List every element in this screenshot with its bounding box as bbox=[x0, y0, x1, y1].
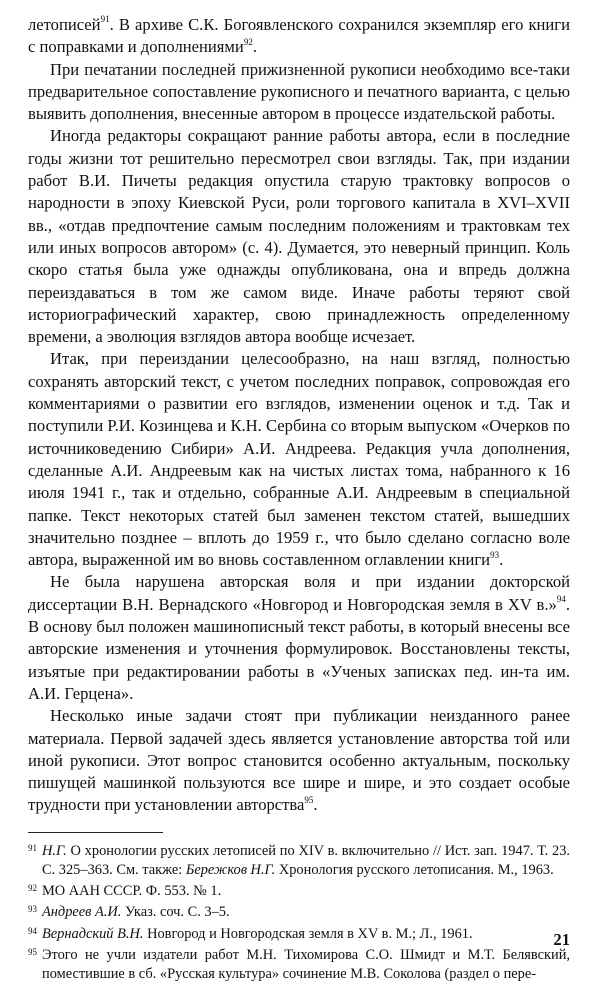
footnote-reference: 93 bbox=[490, 549, 500, 560]
text-segment: Иногда редакторы сокращают ранние работы автора, если в последние годы жизни тот решительно пересмотрел свои взгляды. Так, при издании работ В.И. Пичеты редакция опустила старую трактовку вопросов о народности в эпоху Киевской Руси, роли торгового капитала в XVI–XVII вв., «отдав предпочтение самым последним положениям и трактовкам тех или иных вопросов автором» (с. 4). Думается, это неверный принцип. Коль скоро статья была уже однажды опубликована, она и впредь должна переиздаваться в том же самом виде. Иначе работы теряют свой историографический характер, свою принадлежность определенному времени, а эволюция взглядов автора вообще исчезает. bbox=[28, 126, 570, 347]
footnote-reference: 95 bbox=[304, 794, 314, 805]
footnotes bbox=[28, 842, 570, 984]
text-segment: При печатании последней прижизненной рукописи необходимо все-таки предварительное сопоставление рукописного и печатного варианта, с целью выявить дополнения, внесенные автором в процессе издательской работы. bbox=[28, 59, 570, 124]
paragraph bbox=[28, 59, 570, 126]
text-segment: Несколько иные задачи стоят при публикации неизданного ранее материала. Первой задачей здесь является установление авторства той или иной рукописи. Этот вопрос становится особенно актуальным, поскольку пишущей машинкой пользуются все шире и шире, и это создает особые трудности при установлении авторства bbox=[28, 706, 570, 815]
author-name: Бережков Н.Г. bbox=[185, 861, 276, 878]
paragraph bbox=[28, 14, 570, 59]
author-name: Андреев А.И. bbox=[42, 904, 122, 921]
footnote-number: 94 bbox=[28, 925, 37, 936]
footnote-number: 92 bbox=[28, 883, 37, 894]
text-segment: Не была нарушена авторская воля и при издании докторской диссертации В.Н. Вернадского «Новгород и Новгородская земля в XV в.» bbox=[28, 572, 570, 614]
footnote bbox=[28, 882, 570, 901]
footnote-reference: 91 bbox=[100, 14, 110, 25]
text-segment: летописей bbox=[28, 15, 101, 34]
footnote-number: 95 bbox=[28, 946, 37, 957]
text-segment: Хронология русского летописания. М., 1963. bbox=[275, 861, 554, 878]
paragraph bbox=[28, 705, 570, 816]
text-segment: Итак, при переиздании целесообразно, на наш взгляд, полностью сохранять авторский текст, с учетом последних поправок, сопровождая его комментариями о развитии его взглядов, изменении оценок и т.д. Так и поступили Р.И. Козинцева и К.Н. Сербина со вторым выпуском «Очерков по источниковедению Сибири» А.И. Андреева. Редакция учла дополнения, сделанные А.И. Андреевым как на чистых листах тома, набранного к 16 июля 1941 г., так и отдельно, собранные А.И. Андреевым в специальной папке. Текст некоторых статей был заменен текстом статей, вышедших значительно позднее – вплоть до 1959 г., что было сделано согласно воле автора, выраженной им во вновь составленном оглавлении книги bbox=[28, 349, 570, 570]
paragraph bbox=[28, 571, 570, 705]
footnote-number: 93 bbox=[28, 904, 37, 915]
text-segment: Указ. соч. С. 3–5. bbox=[121, 904, 230, 921]
paragraph bbox=[28, 125, 570, 348]
text-segment: Этого не учли издатели работ М.Н. Тихомирова С.О. Шмидт и М.Т. Белявский, поместившие в сб. «Русская культура» сочинение М.В. Соколова (раздел о пере- bbox=[42, 946, 570, 982]
page-number: 21 bbox=[553, 930, 570, 949]
text-segment: О хронологии русских летописей по XIV в. включительно // Ист. зап. 1947. Т. 23. С. 325–363. См. также: bbox=[42, 842, 570, 878]
footnote bbox=[28, 842, 570, 880]
footnote-reference: 92 bbox=[243, 36, 253, 47]
paragraph bbox=[28, 348, 570, 571]
footnote-number: 91 bbox=[28, 842, 37, 853]
author-name: Н.Г. bbox=[42, 842, 67, 859]
text-segment: МО ААН СССР. Ф. 553. № 1. bbox=[42, 883, 222, 900]
author-name: Вернадский В.Н. bbox=[42, 925, 144, 942]
footnote-divider bbox=[28, 832, 163, 833]
text-segment: . bbox=[252, 37, 257, 57]
text-segment: . В архиве С.К. Богоявленского сохранился экземпляр его книги с поправками и дополнениями bbox=[28, 15, 570, 57]
footnote bbox=[28, 925, 570, 944]
text-segment: . В основу был положен машинописный текст работы, в который внесены все авторские изменения и уточнения формулировок. Восстановлены тексты, изъятые при редактировании работы в «Ученых записках пед. ин-та им. А.И. Герцена». bbox=[28, 594, 570, 703]
text-segment: . bbox=[499, 550, 504, 570]
main-text bbox=[28, 14, 570, 817]
text-segment: Новгород и Новгородская земля в XV в. М.; Л., 1961. bbox=[143, 925, 473, 942]
text-segment: . bbox=[313, 795, 318, 815]
footnote-reference: 94 bbox=[556, 594, 566, 605]
footnote bbox=[28, 903, 570, 922]
